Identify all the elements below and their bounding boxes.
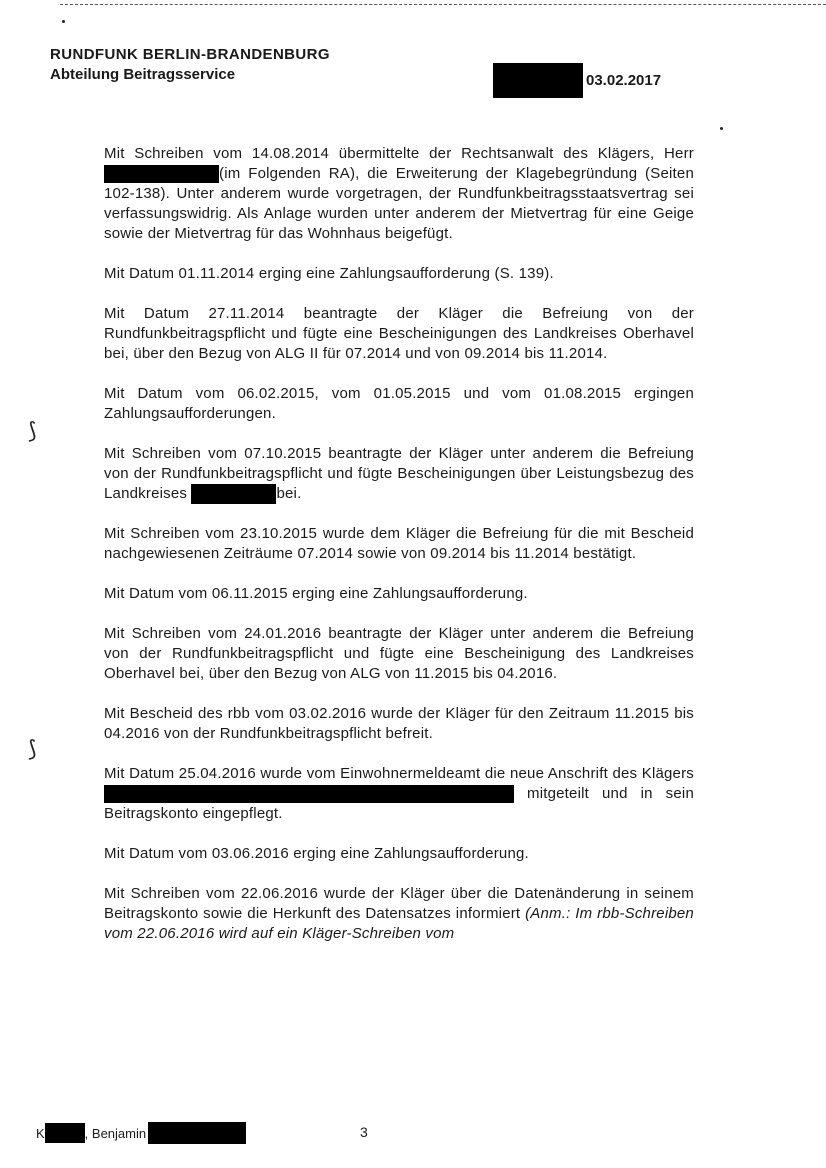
paragraph: Mit Datum 25.04.2016 wurde vom Einwohnermeldeamt die neue Anschrift des Klägers mitgeteilt und in sein Beitragskonto eingepflegt. [104,765,694,823]
document-date: 03.02.2017 [586,72,662,89]
footer-first-name: , Benjamin [84,1125,147,1141]
paragraph: Mit Schreiben vom 14.08.2014 übermittelte der Rechtsanwalt des Klägers, Herr (im Folgenden RA), die Erweiterung der Klagebegründung (Seiten 102-138). Unter anderem wurde vorgetragen, der Rundfunkbeitragsstaatsvertrag sei verfassungswidrig. Als Anlage wurden unter anderem der Mietvertrag für eine Geige sowie der Mietvertrag für das Wohnhaus beigefügt. [104,145,694,242]
margin-check-mark-icon: ⟆ [28,736,37,761]
redaction-box [104,165,219,183]
letterhead [50,45,330,85]
paragraph: Mit Datum 27.11.2014 beantragte der Kläger die Befreiung von der Rundfunkbeitragspflicht und fügte eine Bescheinigungen des Landkreises Oberhavel bei, über den Bezug von ALG II für 07.2014 und von 09.2014 bis 11.2014. [104,305,694,362]
redaction-box [148,1122,246,1144]
redaction-box [493,63,583,98]
scan-speck [720,127,723,130]
paragraph: Mit Schreiben vom 22.06.2016 wurde der Kläger über die Datenänderung in seinem Beitragskonto sowie die Herkunft des Datensatzes informiert (Anm.: Im rbb-Schreiben vom 22.06.2016 wird auf ein Kläger-Schreiben vom [104,885,694,943]
paragraph: Mit Schreiben vom 24.01.2016 beantragte der Kläger unter anderem die Befreiung von der Rundfunkbeitragspflicht und fügte eine Bescheinigung des Landkreises Oberhavel bei, über den Bezug von ALG von 11.2015 bis 04.2016. [104,625,694,683]
paragraph: Mit Datum vom 06.02.2015, vom 01.05.2015 und vom 01.08.2015 ergingen Zahlungsaufforderungen. [104,385,694,422]
letter-body [104,144,694,944]
footer-initial: K [36,1125,45,1141]
paragraph: Mit Datum 01.11.2014 erging eine Zahlungsaufforderung (S. 139). [104,265,554,282]
redaction-box [191,484,276,504]
redaction-box [104,785,514,803]
paragraph: Mit Datum vom 06.11.2015 erging eine Zahlungsaufforderung. [104,585,528,603]
paragraph: Mit Schreiben vom 23.10.2015 wurde dem Kläger die Befreiung für die mit Bescheid nachgewiesenen Zeiträume 07.2014 sowie von 09.2014 bis 11.2014 bestätigt. [104,525,694,563]
top-scan-line [60,4,826,6]
page-number: 3 [360,1124,368,1140]
department-name: Abteilung Beitragsservice [50,66,236,83]
paragraph: Mit Schreiben vom 07.10.2015 beantragte der Kläger unter anderem die Befreiung von der Rundfunkbeitragspflicht und fügte Bescheinigungen über Leistungsbezug des Landkreises bei. [104,444,694,504]
redaction-box [45,1123,85,1143]
margin-check-mark-icon: ⟆ [28,418,37,443]
scan-speck [62,20,65,23]
footer-name [36,1122,246,1144]
paragraph: Mit Datum vom 03.06.2016 erging eine Zahlungsaufforderung. [104,845,529,863]
date-block [493,63,661,98]
organization-name: RUNDFUNK BERLIN-BRANDENBURG [50,46,330,63]
paragraph: Mit Bescheid des rbb vom 03.02.2016 wurde der Kläger für den Zeitraum 11.2015 bis 04.2016 von der Rundfunkbeitragspflicht befreit. [104,705,694,743]
